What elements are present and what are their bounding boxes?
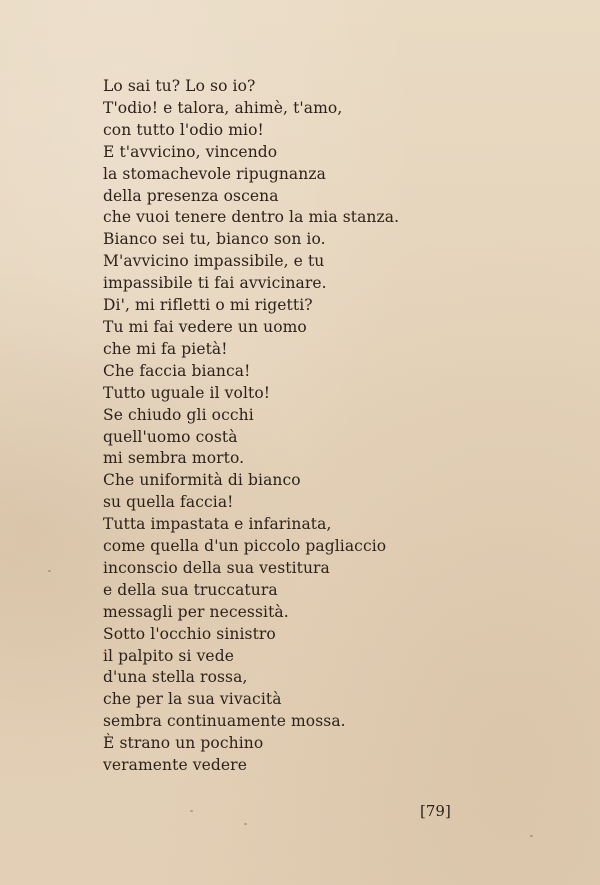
poem-line: che mi fa pietà! [103, 339, 228, 358]
poem-line: sembra continuamente mossa. [103, 712, 346, 731]
poem-line: È strano un pochino [103, 734, 264, 753]
poem-line: quell'uomo costà [103, 427, 238, 446]
paper-speck [244, 823, 247, 825]
poem-line: con tutto l'odio mio! [103, 120, 264, 139]
poem-line: messagli per necessità. [103, 602, 289, 621]
poem-line: Tutta impastata e infarinata, [103, 515, 332, 534]
poem-line: che per la sua vivacità [103, 690, 282, 709]
poem-text [103, 76, 423, 777]
poem-line: come quella d'un piccolo pagliaccio [103, 537, 387, 556]
poem-line: Bianco sei tu, bianco son io. [103, 230, 326, 249]
poem-line: E t'avvicino, vincendo [103, 142, 278, 161]
poem-line: Di', mi rifletti o mi rigetti? [103, 296, 313, 315]
page-number: [79] [420, 802, 451, 820]
paper-speck [190, 810, 193, 812]
poem-line: che vuoi tenere dentro la mia stanza. [103, 208, 400, 227]
poem-line: su quella faccia! [103, 493, 234, 512]
poem-line: veramente vedere [103, 756, 247, 775]
poem-line: mi sembra morto. [103, 449, 245, 468]
poem-line: Tutto uguale il volto! [103, 383, 271, 402]
poem-line: Che uniformità di bianco [103, 471, 301, 490]
poem-line: e della sua truccatura [103, 580, 278, 599]
poem-line: inconscio della sua vestitura [103, 558, 330, 577]
poem-line: d'una stella rossa, [103, 668, 248, 687]
poem-line: Sotto l'occhio sinistro [103, 624, 276, 643]
paper-speck [48, 570, 51, 572]
poem-line: Tu mi fai vedere un uomo [103, 317, 307, 336]
poem-line: della presenza oscena [103, 186, 279, 205]
poem-line: M'avvicino impassibile, e tu [103, 252, 325, 271]
poem-line: il palpito si vede [103, 646, 234, 665]
paper-speck [530, 835, 533, 837]
poem-line: la stomachevole ripugnanza [103, 164, 326, 183]
poem-line: Lo sai tu? Lo so io? [103, 77, 256, 95]
poem-line: T'odio! e talora, ahimè, t'amo, [103, 98, 343, 117]
poem-line: impassibile ti fai avvicinare. [103, 274, 327, 293]
poem-line: Che faccia bianca! [103, 361, 251, 380]
poem-line: Se chiudo gli occhi [103, 405, 254, 424]
